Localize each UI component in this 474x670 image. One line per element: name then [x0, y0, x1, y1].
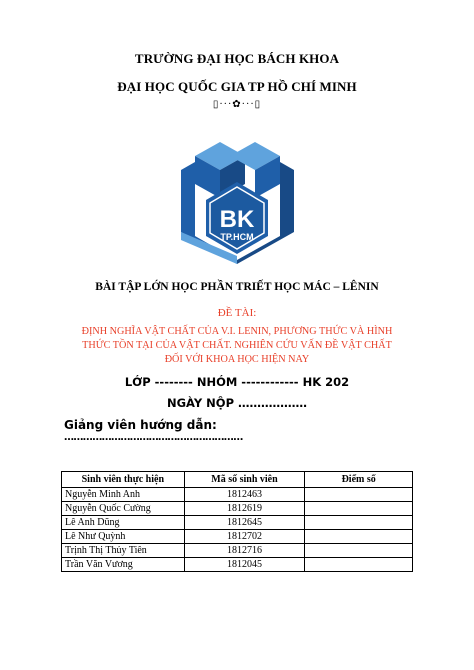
divider-ornament: ▯···✿···▯ — [212, 99, 262, 110]
logo-text-city: TP.HCM — [220, 232, 254, 242]
university-name: TRƯỜNG ĐẠI HỌC BÁCH KHOA — [134, 51, 340, 66]
submission-date: NGÀY NỘP ……………… — [166, 396, 308, 410]
instructor-placeholder: ………………………………………………… — [64, 432, 243, 443]
student-id: 1812645 — [184, 516, 305, 530]
student-name: Lê Như Quỳnh — [62, 530, 185, 544]
bk-logo — [179, 140, 296, 265]
table-row — [62, 544, 413, 558]
student-name: Nguyễn Minh Anh — [62, 488, 185, 502]
student-score — [305, 530, 413, 544]
student-id: 1812619 — [184, 502, 305, 516]
student-name: Trịnh Thị Thủy Tiên — [62, 544, 185, 558]
table-row — [62, 530, 413, 544]
student-score — [305, 488, 413, 502]
table-row — [62, 516, 413, 530]
student-id: 1812045 — [184, 558, 305, 572]
header-score: Điểm số — [305, 472, 413, 488]
university-group-name: ĐẠI HỌC QUỐC GIA TP HỒ CHÍ MINH — [117, 79, 357, 94]
topic-label: ĐỀ TÀI: — [217, 307, 257, 319]
table-row — [62, 488, 413, 502]
report-title: BÀI TẬP LỚN HỌC PHẦN TRIẾT HỌC MÁC – LÊNIN — [95, 281, 379, 293]
student-id: 1812716 — [184, 544, 305, 558]
topic-line: ĐỐI VỚI KHOA HỌC HIỆN NAY — [164, 354, 310, 365]
table-row — [62, 502, 413, 516]
student-score — [305, 516, 413, 530]
student-id: 1812702 — [184, 530, 305, 544]
student-table — [61, 471, 413, 572]
table-row — [62, 558, 413, 572]
student-id: 1812463 — [184, 488, 305, 502]
header-student-id: Mã số sinh viên — [184, 472, 305, 488]
header-student: Sinh viên thực hiện — [62, 472, 185, 488]
logo-text-bk: BK — [219, 206, 255, 233]
topic-line: THỨC TỒN TẠI CỦA VẬT CHẤT. NGHIÊN CỨU VẤN ĐỀ VẬT CHẤT — [82, 340, 392, 351]
table-header-row — [62, 472, 413, 488]
student-name: Lê Anh Dũng — [62, 516, 185, 530]
student-name: Nguyễn Quốc Cường — [62, 502, 185, 516]
instructor-label: Giảng viên hướng dẫn: — [64, 418, 217, 432]
student-score — [305, 558, 413, 572]
topic-line: ĐỊNH NGHĨA VẬT CHẤT CỦA V.I. LENIN, PHƯƠNG THỨC VÀ HÌNH — [81, 326, 393, 337]
class-group-semester: LỚP -------- NHÓM ------------ HK 202 — [124, 375, 350, 389]
student-score — [305, 544, 413, 558]
student-score — [305, 502, 413, 516]
student-name: Trần Văn Vương — [62, 558, 185, 572]
